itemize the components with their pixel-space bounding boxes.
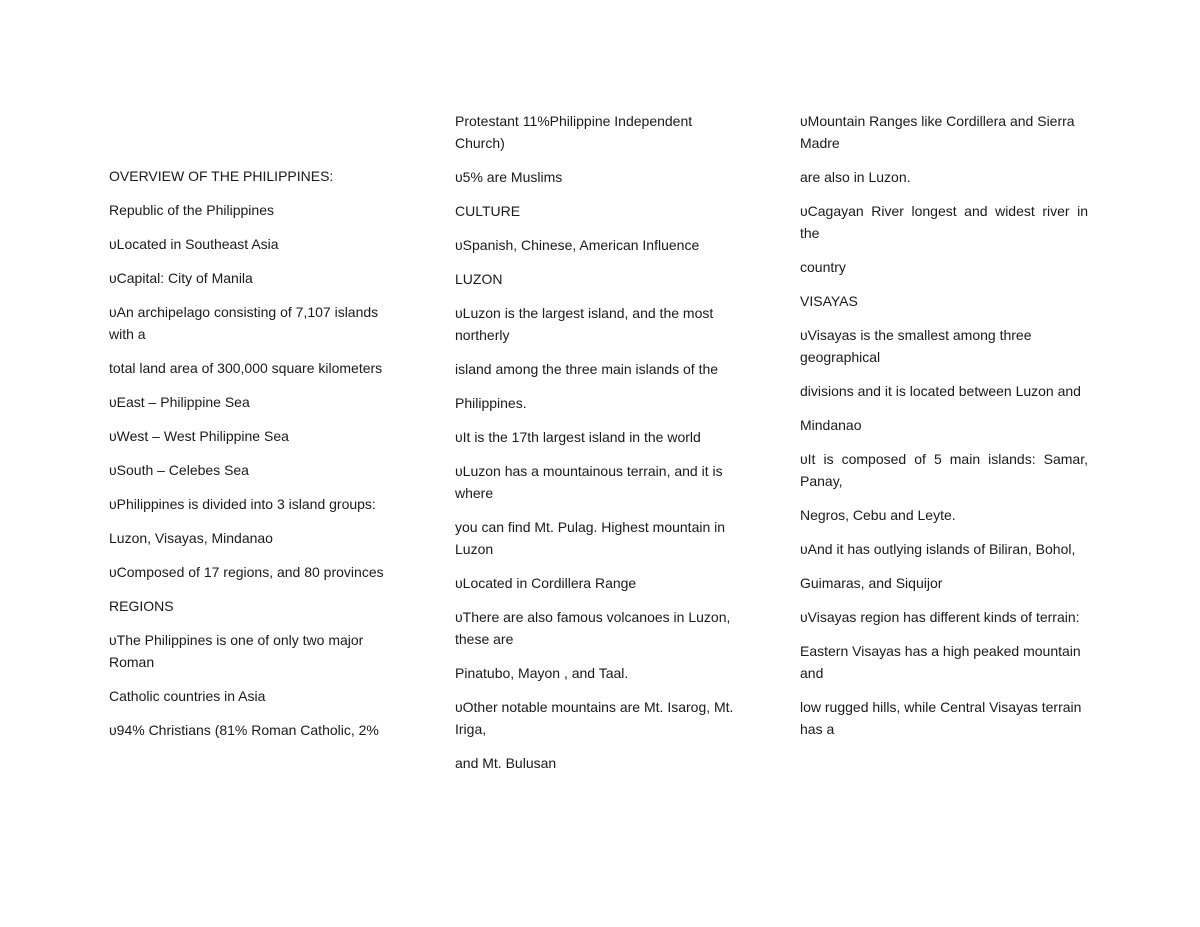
heading-culture: CULTURE: [455, 203, 521, 219]
paragraph: Republic of the Philippines: [109, 202, 274, 218]
heading-regions: REGIONS: [109, 598, 174, 614]
paragraph: Guimaras, and Siquijor: [800, 575, 943, 591]
heading-luzon: LUZON: [455, 271, 503, 287]
bullet-item: υIt is composed of 5 main islands: Samar, Panay,: [800, 451, 1088, 489]
bullet-item: υVisayas is the smallest among three geographical: [800, 327, 1032, 365]
bullet-item: υIt is the 17th largest island in the world: [455, 429, 701, 445]
paragraph: Pinatubo, Mayon , and Taal.: [455, 665, 629, 681]
bullet-item: υ5% are Muslims: [455, 169, 563, 185]
bullet-item: υComposed of 17 regions, and 80 provinces: [109, 564, 384, 580]
bullet-item: υCapital: City of Manila: [109, 270, 253, 286]
bullet-item: υSpanish, Chinese, American Influence: [455, 237, 700, 253]
paragraph: and Mt. Bulusan: [455, 755, 557, 771]
bullet-item: υOther notable mountains are Mt. Isarog, Mt. Iriga,: [455, 699, 734, 737]
bullet-item: υAnd it has outlying islands of Biliran, Bohol,: [800, 541, 1076, 557]
bullet-item: υThere are also famous volcanoes in Luzon, these are: [455, 609, 731, 647]
heading-overview: OVERVIEW OF THE PHILIPPINES:: [109, 168, 334, 184]
paragraph: you can find Mt. Pulag. Highest mountain in Luzon: [455, 519, 726, 557]
bullet-item: υCagayan River longest and widest river in the: [800, 203, 1088, 241]
bullet-item: υLocated in Southeast Asia: [109, 236, 279, 252]
paragraph: Mindanao: [800, 417, 862, 433]
paragraph: country: [800, 259, 846, 275]
bullet-item: υ94% Christians (81% Roman Catholic, 2%: [109, 722, 379, 738]
bullet-item: υLuzon is the largest island, and the most northerly: [455, 305, 714, 343]
bullet-item: υLuzon has a mountainous terrain, and it is where: [455, 463, 723, 501]
bullet-item: υPhilippines is divided into 3 island groups:: [109, 496, 376, 512]
bullet-item: υVisayas region has different kinds of terrain:: [800, 609, 1080, 625]
column-2: [455, 110, 738, 786]
column-3: [800, 110, 1088, 752]
heading-visayas: VISAYAS: [800, 293, 858, 309]
paragraph: total land area of 300,000 square kilometers: [109, 360, 383, 376]
paragraph: Luzon, Visayas, Mindanao: [109, 530, 273, 546]
bullet-item: υWest – West Philippine Sea: [109, 428, 289, 444]
paragraph: Philippines.: [455, 395, 527, 411]
bullet-item: υAn archipelago consisting of 7,107 islands with a: [109, 304, 379, 342]
bullet-item: υMountain Ranges like Cordillera and Sierra Madre: [800, 113, 1075, 151]
paragraph: divisions and it is located between Luzon and: [800, 383, 1081, 399]
paragraph: low rugged hills, while Central Visayas terrain has a: [800, 699, 1082, 737]
bullet-item: υThe Philippines is one of only two major Roman: [109, 632, 364, 670]
paragraph: Eastern Visayas has a high peaked mountain and: [800, 643, 1081, 681]
paragraph: Protestant 11%Philippine Independent Church): [455, 113, 693, 151]
paragraph: Catholic countries in Asia: [109, 688, 266, 704]
bullet-item: υSouth – Celebes Sea: [109, 462, 249, 478]
bullet-item: υLocated in Cordillera Range: [455, 575, 637, 591]
paragraph: island among the three main islands of the: [455, 361, 719, 377]
paragraph: are also in Luzon.: [800, 169, 911, 185]
paragraph: Negros, Cebu and Leyte.: [800, 507, 956, 523]
column-1: [109, 165, 401, 753]
bullet-item: υEast – Philippine Sea: [109, 394, 250, 410]
